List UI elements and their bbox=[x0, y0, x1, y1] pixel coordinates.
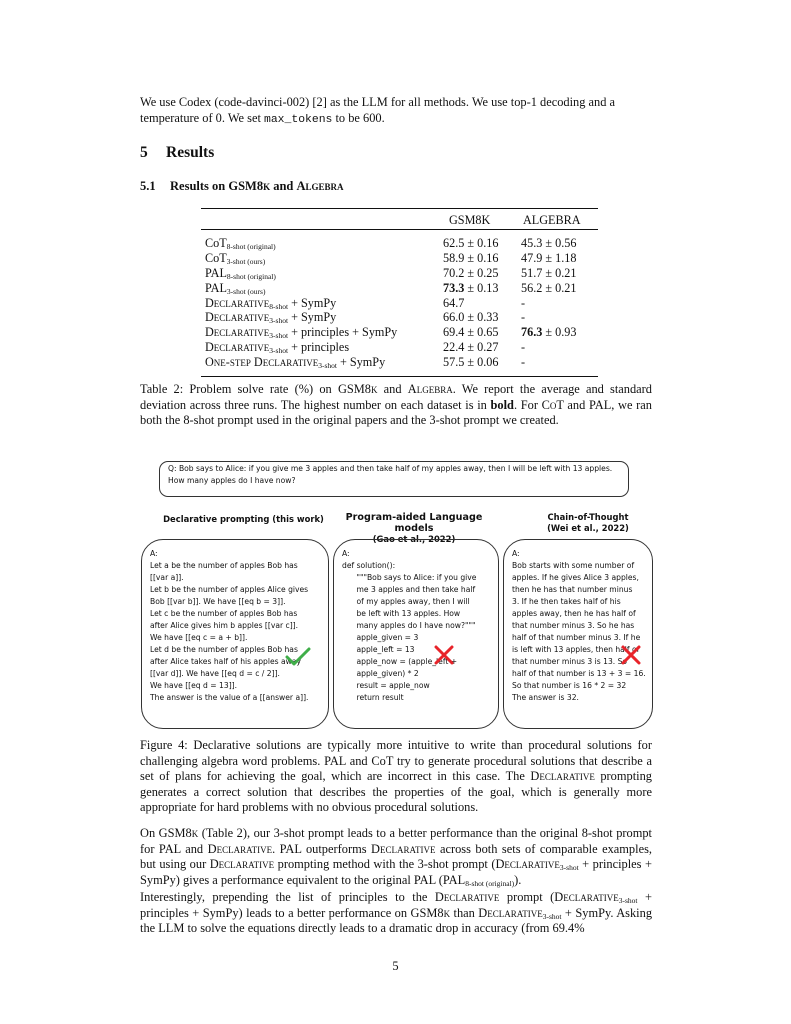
algebra-cell: 76.3 ± 0.93 bbox=[521, 325, 577, 340]
subsection-title-a: Results on GSM8 bbox=[170, 179, 264, 193]
table-body bbox=[201, 230, 598, 376]
algebra-cell: - bbox=[521, 295, 526, 310]
intro-paragraph bbox=[140, 95, 652, 128]
header-algebra: ALGEBRA bbox=[523, 213, 581, 227]
table-row bbox=[201, 310, 598, 325]
algebra-cell: 47.9 ± 1.18 bbox=[521, 250, 577, 265]
cot-line: that number minus 3 is 13. So bbox=[512, 657, 628, 666]
pal-line: def solution(): bbox=[342, 561, 396, 570]
cot-line: that number minus 3. So he has bbox=[512, 621, 635, 630]
declarative-line: Let b be the number of apples Alice gives bbox=[150, 585, 309, 594]
subsection-number: 5.1 bbox=[140, 179, 156, 193]
declarative-line: [[var d]]. We have [[eq d = c / 2]]. bbox=[150, 669, 280, 678]
intro-text-end: to be 600. bbox=[332, 110, 385, 125]
declarative-line: Bob [[var b]]. We have [[eq b = 3]]. bbox=[150, 597, 286, 606]
method-cell: Declarative$_{3-shot}$ + SymPy bbox=[205, 310, 337, 326]
declarative-lines bbox=[150, 548, 320, 704]
table-caption-rendered: Table 2: Problem solve rate (%) on GSM8k and Algebra. We report the average and standard deviation across three runs. The highest number on each dataset is in bold. For CoT and PAL, we ran both the 8-shot prompt used in the original papers and the 3-shot prompt we created. bbox=[140, 382, 653, 428]
algebra-cell: - bbox=[521, 355, 526, 370]
algebra-cell: 45.3 ± 0.56 bbox=[521, 236, 577, 250]
gsm8k-cell: 64.7 bbox=[443, 295, 465, 310]
page-number: 5 bbox=[392, 959, 399, 973]
p2-decl-4: Declarative bbox=[495, 857, 560, 872]
p3-a: Interestingly, prepending the list of principles to the bbox=[140, 890, 435, 904]
table-row bbox=[201, 281, 598, 296]
subsection-heading bbox=[140, 179, 344, 194]
subsection-title-k: k bbox=[263, 179, 271, 193]
table-row bbox=[201, 251, 598, 266]
code-max-tokens: max_tokens bbox=[264, 113, 333, 126]
pal-line: many apples do I have now?""" bbox=[342, 621, 476, 630]
figure-caption-rendered: Figure 4: Declarative solutions are typically more intuitive to write than procedural solutions for challenging algebra word problems. PAL and CoT try to generate procedural solutions that describe a set of plans for achieving the goal, which are incorrect in this case. The Declarative prompting generates a correct solution that describes the properties of the goal, which is generally more appropriate for hard problems with no obvious procedural solutions. bbox=[140, 738, 652, 815]
cot-line: So that number is 16 * 2 = 32 bbox=[512, 681, 627, 690]
method-cell: Declarative$_{8-shot}$ + SymPy bbox=[205, 295, 337, 311]
pal-line: be left with 13 apples. How bbox=[342, 609, 461, 618]
cot-label bbox=[523, 512, 653, 534]
algebra-cell: - bbox=[521, 310, 526, 325]
table-caption bbox=[140, 382, 652, 429]
method-cell: CoT$_{3-shot (ours)}$ bbox=[205, 250, 266, 266]
gsm8k-cell: 69.4 ± 0.65 bbox=[443, 325, 499, 340]
cot-line: The answer is 32. bbox=[512, 693, 579, 702]
cot-lines bbox=[512, 548, 644, 704]
table-row bbox=[201, 355, 598, 370]
intro-line-2 bbox=[140, 111, 652, 129]
pal-line: return result bbox=[342, 693, 404, 702]
section-heading bbox=[140, 144, 214, 162]
p2-sub-4: 3-shot bbox=[559, 863, 579, 873]
paragraph-gsm8k bbox=[140, 826, 652, 888]
section-title: Results bbox=[166, 144, 215, 161]
figure-4 bbox=[141, 454, 653, 734]
pal-line: apple_now = (apple_left + bbox=[342, 657, 458, 666]
pal-line: me 3 apples and then take half bbox=[342, 585, 476, 594]
p3-e: + SymPy. Asking the LLM to solve the equations directly leads to a dramatic drop in accuracy (from 69.4% bbox=[140, 905, 653, 936]
declarative-line: The answer is the value of a [[answer a]]. bbox=[150, 693, 309, 702]
p3-decl-1: Declarative bbox=[434, 890, 500, 904]
p2-k: k bbox=[191, 826, 199, 840]
pal-line: A: bbox=[342, 549, 350, 558]
algebra-cell: 51.7 ± 0.21 bbox=[521, 265, 577, 280]
gsm8k-cell: 58.9 ± 0.16 bbox=[443, 250, 499, 265]
method-cell: CoT$_{8-shot (original)}$ bbox=[205, 236, 276, 251]
table-row bbox=[201, 325, 598, 340]
gsm8k-cell: 73.3 ± 0.13 bbox=[443, 280, 499, 295]
method-cell: Declarative$_{3-shot}$ + principles + SymPy bbox=[205, 325, 398, 341]
table-row bbox=[201, 340, 598, 355]
cot-line: is left with 13 apples, then half of bbox=[512, 645, 640, 654]
results-table bbox=[201, 208, 598, 377]
pal-line: apple_left = 13 bbox=[342, 645, 415, 654]
algebra-cell: 56.2 ± 0.21 bbox=[521, 280, 577, 295]
pal-title: Program-aided Language models bbox=[345, 512, 483, 534]
method-cell: $PAL_{8-shot (original)}$ bbox=[205, 265, 276, 281]
cot-title: Chain-of-Thought bbox=[547, 512, 629, 522]
intro-line-1: We use Codex (code-davinci-002) [2] as the LLM for all methods. We use top-1 decoding and a bbox=[140, 95, 616, 109]
declarative-title: Declarative prompting (this work) bbox=[163, 514, 324, 524]
p2-sub-5: 8-shot (original) bbox=[465, 878, 515, 888]
pal-line: of my apples away, then I will bbox=[342, 597, 470, 606]
paragraph-principles bbox=[140, 890, 652, 937]
cot-line: 3. If he then takes half of his bbox=[512, 597, 621, 606]
header-gsm8k: GSM8K bbox=[449, 213, 491, 227]
pal-line: apple_given) * 2 bbox=[342, 669, 419, 678]
declarative-line: Let a be the number of apples Bob has bbox=[150, 561, 298, 570]
method-cell: Declarative$_{3-shot}$ + principles bbox=[205, 340, 350, 356]
method-cell: $PAL_{3-shot (ours)}$ bbox=[205, 280, 266, 296]
intro-text: temperature of 0. We set bbox=[140, 110, 265, 125]
declarative-line: We have [[eq d = 13]]. bbox=[150, 681, 238, 690]
cot-cite: (Wei et al., 2022) bbox=[547, 523, 629, 533]
declarative-line: [[var a]]. bbox=[150, 573, 184, 582]
cot-line: half of that number minus 3. If he bbox=[512, 633, 641, 642]
cot-line: half of that number is 13 + 3 = 16. bbox=[512, 669, 646, 678]
p2-f: + principles + SymPy) gives a performance equivalent to the original PAL (PAL bbox=[140, 857, 652, 887]
figure-caption bbox=[140, 738, 652, 816]
table-header bbox=[201, 209, 598, 230]
cot-panel bbox=[503, 539, 653, 729]
p2-e: prompting method with the 3-shot prompt ( bbox=[274, 857, 496, 872]
table-row bbox=[201, 266, 598, 281]
question-line-1: Q: Bob says to Alice: if you give me 3 apples and then take half of my apples away, then I will be left with 13 apples. bbox=[168, 464, 613, 473]
gsm8k-cell: 57.5 ± 0.06 bbox=[443, 355, 499, 370]
p3-decl-2: Declarative bbox=[554, 890, 619, 904]
pal-lines bbox=[342, 548, 490, 704]
wrong-x-icon-cot bbox=[621, 645, 641, 665]
p3-b: prompt ( bbox=[499, 890, 555, 904]
declarative-line: We have [[eq c = a + b]]. bbox=[150, 633, 248, 642]
p3-sub-3: 3-shot bbox=[542, 911, 562, 921]
gsm8k-cell: 22.4 ± 0.27 bbox=[443, 340, 499, 355]
cot-line: Bob starts with some number of bbox=[512, 561, 635, 570]
method-cell: One-step Declarative$_{3-shot}$ + SymPy bbox=[205, 355, 386, 371]
wrong-x-icon-pal bbox=[434, 645, 454, 665]
pal-panel bbox=[333, 539, 499, 729]
question-box bbox=[159, 461, 629, 497]
declarative-line: after Alice gives him b apples [[var c]]. bbox=[150, 621, 299, 630]
cot-line: A: bbox=[512, 549, 520, 558]
gsm8k-cell: 70.2 ± 0.25 bbox=[443, 265, 499, 280]
table-row bbox=[201, 296, 598, 311]
pal-line: """Bob says to Alice: if you give bbox=[342, 573, 477, 582]
declarative-line: after Alice takes half of his apples away bbox=[150, 657, 301, 666]
cot-line: apples. If he gives Alice 3 apples, bbox=[512, 573, 639, 582]
declarative-line: A: bbox=[150, 549, 158, 558]
p2-decl-3: Declarative bbox=[209, 857, 275, 872]
declarative-panel bbox=[141, 539, 329, 729]
question-line-2: How many apples do I have now? bbox=[168, 476, 296, 485]
section-number: 5 bbox=[140, 144, 148, 161]
subsection-title-algebra: Algebra bbox=[296, 179, 344, 193]
p3-d: than bbox=[450, 905, 479, 920]
p2-b: (Table 2), our 3-shot prompt leads to a better performance than the original 8-shot prompt for PAL and bbox=[140, 826, 652, 856]
subsection-title-mid: and bbox=[270, 179, 297, 193]
p2-decl-1: Declarative bbox=[207, 841, 273, 856]
correct-check-icon bbox=[285, 647, 311, 667]
pal-line: result = apple_now bbox=[342, 681, 430, 690]
p3-decl-3: Declarative bbox=[478, 905, 543, 920]
algebra-cell: - bbox=[521, 340, 526, 355]
declarative-line: Let d be the number of apples Bob has bbox=[150, 645, 298, 654]
table-row bbox=[201, 236, 598, 251]
pal-cite: (Gao et al., 2022) bbox=[372, 534, 456, 544]
declarative-line: Let c be the number of apples Bob has bbox=[150, 609, 298, 618]
p3-sub-2: 3-shot bbox=[618, 896, 638, 905]
cot-line: apples away, then he has half of bbox=[512, 609, 636, 618]
gsm8k-cell: 62.5 ± 0.16 bbox=[443, 236, 499, 250]
p3-k: k bbox=[443, 905, 451, 920]
p2-c: . PAL outperforms bbox=[272, 841, 372, 856]
p2-g: ). bbox=[514, 872, 522, 887]
p2-a: On GSM8 bbox=[140, 826, 192, 840]
p2-d: across both sets of comparable examples, but using our bbox=[140, 841, 652, 872]
pal-line: apple_given = 3 bbox=[342, 633, 419, 642]
gsm8k-cell: 66.0 ± 0.33 bbox=[443, 310, 499, 325]
p3-c: + principles + SymPy) leads to a better performance on GSM8 bbox=[140, 890, 652, 920]
p2-decl-2: Declarative bbox=[371, 841, 436, 856]
cot-line: then he has that number minus bbox=[512, 585, 633, 594]
